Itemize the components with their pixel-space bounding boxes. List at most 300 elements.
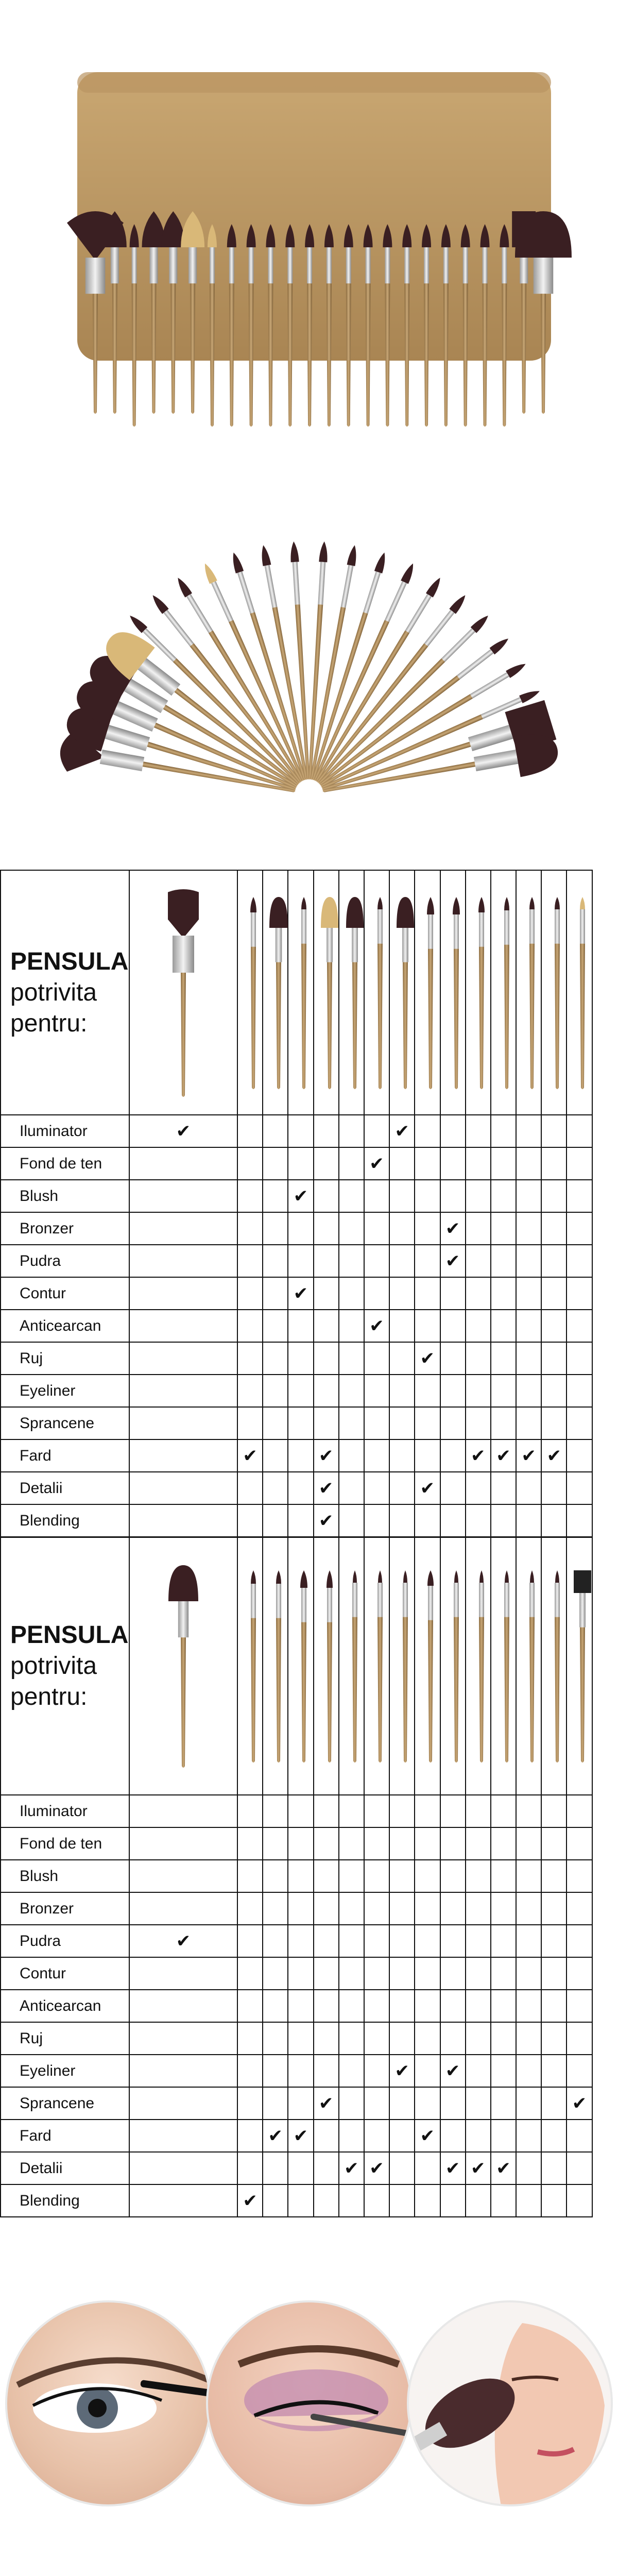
empty-cell <box>440 1472 466 1504</box>
brush-handle <box>502 283 507 427</box>
empty-cell <box>389 1342 415 1375</box>
brush-thumb <box>466 1537 491 1795</box>
empty-cell <box>440 1925 466 1957</box>
empty-cell <box>491 1310 516 1342</box>
empty-cell <box>440 1375 466 1407</box>
brush-ferrule <box>470 672 509 699</box>
empty-cell <box>237 1407 263 1439</box>
empty-cell <box>314 1180 339 1212</box>
brush-icon <box>567 895 598 1091</box>
brush-bristles <box>374 551 388 573</box>
empty-cell <box>541 2055 566 2087</box>
empty-cell <box>491 2022 516 2055</box>
empty-cell <box>566 2055 592 2087</box>
brush-bristles <box>403 1570 407 1583</box>
brush-bristles <box>378 1570 382 1583</box>
brush-ferrule <box>352 1583 357 1617</box>
empty-cell <box>339 1990 364 2022</box>
brush-handle <box>268 283 273 427</box>
empty-cell <box>491 1957 516 1990</box>
brush-bristles <box>321 897 338 928</box>
empty-cell <box>288 1407 313 1439</box>
brush-ferrule <box>441 628 475 662</box>
empty-cell <box>129 2022 237 2055</box>
empty-cell <box>314 1892 339 1925</box>
brush-handle <box>521 283 526 414</box>
brush-bristles <box>427 1570 434 1586</box>
empty-cell <box>314 1925 339 1957</box>
row-label: Anticearcan <box>1 1310 129 1342</box>
empty-cell <box>263 1892 288 1925</box>
empty-cell <box>516 1925 541 1957</box>
brush-handle <box>580 1628 585 1762</box>
brush-handle <box>377 943 383 1089</box>
empty-cell <box>389 1990 415 2022</box>
empty-cell <box>491 1990 516 2022</box>
brush-ferrule <box>188 247 197 283</box>
row-label: Blending <box>1 1504 129 1537</box>
empty-cell <box>415 1957 440 1990</box>
empty-cell <box>314 1212 339 1245</box>
empty-cell <box>491 1212 516 1245</box>
empty-cell <box>566 1925 592 1957</box>
checkmark-icon: ✔ <box>364 1147 389 1180</box>
row-label: Contur <box>1 1277 129 1310</box>
empty-cell <box>440 1180 466 1212</box>
empty-cell <box>491 2120 516 2152</box>
empty-cell <box>466 1115 491 1147</box>
empty-cell <box>440 1860 466 1892</box>
empty-cell <box>566 1827 592 1860</box>
empty-cell <box>389 1180 415 1212</box>
empty-cell <box>129 1957 237 1990</box>
empty-cell <box>263 2087 288 2120</box>
table-title: PENSULA potrivita pentru: <box>1 1537 129 1795</box>
empty-cell <box>339 1827 364 1860</box>
brush-thumb <box>491 1537 516 1795</box>
brush-ferrule <box>132 247 137 283</box>
table-row <box>1 1147 617 1180</box>
brush-ferrule <box>405 594 432 633</box>
brush-ferrule <box>377 1583 383 1617</box>
brush-handle <box>428 1620 433 1762</box>
brush-bristles <box>426 575 443 597</box>
empty-cell <box>364 1827 389 1860</box>
table-row <box>1 1115 617 1147</box>
empty-cell <box>541 2022 566 2055</box>
brush-thumb <box>364 870 389 1115</box>
brush-ferrule <box>210 247 215 283</box>
brush-thumb <box>440 870 466 1115</box>
empty-cell <box>314 2055 339 2087</box>
table-row <box>1 1504 617 1537</box>
brush-bristles <box>347 545 359 566</box>
empty-cell <box>129 1860 237 1892</box>
empty-cell <box>541 1277 566 1310</box>
brush-handle <box>287 283 293 427</box>
empty-cell <box>389 2184 415 2217</box>
empty-cell <box>440 1277 466 1310</box>
empty-cell <box>415 1504 440 1537</box>
empty-cell <box>389 1212 415 1245</box>
table-row <box>1 2120 617 2152</box>
empty-cell <box>516 1310 541 1342</box>
empty-cell <box>129 2055 237 2087</box>
brush-handle <box>352 1617 357 1762</box>
brush-handle <box>327 283 332 427</box>
brush-bristles <box>530 1570 534 1583</box>
empty-cell <box>314 2184 339 2217</box>
empty-cell <box>364 1375 389 1407</box>
brush-handle <box>112 283 117 414</box>
empty-cell <box>516 1245 541 1277</box>
table-row <box>1 1990 617 2022</box>
empty-cell <box>288 2152 313 2184</box>
checkmark-icon: ✔ <box>541 1439 566 1472</box>
checkmark-icon: ✔ <box>237 2184 263 2217</box>
brush-ferrule <box>276 928 282 962</box>
empty-cell <box>339 2184 364 2217</box>
empty-cell <box>364 1860 389 1892</box>
empty-cell <box>516 1277 541 1310</box>
empty-cell <box>541 1310 566 1342</box>
empty-cell <box>339 1342 364 1375</box>
empty-cell <box>566 1860 592 1892</box>
empty-cell <box>364 1212 389 1245</box>
empty-cell <box>129 1472 237 1504</box>
empty-cell <box>237 2022 263 2055</box>
brush-fan-icon <box>0 505 618 866</box>
empty-cell <box>541 1472 566 1504</box>
brush-ferrule <box>580 909 585 944</box>
brush-ferrule <box>463 247 468 283</box>
empty-cell <box>541 1375 566 1407</box>
empty-cell <box>129 2087 237 2120</box>
empty-cell <box>491 1925 516 1957</box>
brush-bristles <box>168 1565 198 1601</box>
brush-bristles <box>149 592 168 614</box>
brush-handle <box>251 1618 256 1762</box>
empty-cell <box>516 1504 541 1537</box>
checkmark-icon: ✔ <box>415 2120 440 2152</box>
empty-cell <box>237 1277 263 1310</box>
empty-cell <box>440 1407 466 1439</box>
empty-cell <box>263 1990 288 2022</box>
empty-cell <box>263 1342 288 1375</box>
brush-thumb <box>541 870 566 1115</box>
checkmark-icon: ✔ <box>389 2055 415 2087</box>
empty-cell <box>288 1310 313 1342</box>
empty-cell <box>440 1990 466 2022</box>
empty-cell <box>364 1472 389 1504</box>
brush-handle <box>403 1617 408 1762</box>
table-row <box>1 2022 617 2055</box>
empty-cell <box>440 1827 466 1860</box>
empty-cell <box>129 1795 237 1827</box>
brush-ferrule <box>178 1601 188 1637</box>
empty-cell <box>516 1827 541 1860</box>
brush-handle <box>181 1637 186 1768</box>
empty-cell <box>415 1892 440 1925</box>
empty-cell <box>466 1957 491 1990</box>
brush-handle <box>541 294 546 414</box>
checkmark-icon: ✔ <box>415 1342 440 1375</box>
brush-bristles <box>269 897 288 928</box>
empty-cell <box>516 1342 541 1375</box>
brush-handle <box>229 620 305 782</box>
brush-ferrule <box>403 1583 408 1617</box>
empty-cell <box>339 1892 364 1925</box>
brush-ferrule <box>318 562 325 605</box>
empty-cell <box>288 2022 313 2055</box>
empty-cell <box>314 1245 339 1277</box>
empty-cell <box>466 1277 491 1310</box>
empty-cell <box>364 1892 389 1925</box>
brush-ferrule <box>327 247 332 283</box>
empty-cell <box>516 1375 541 1407</box>
empty-cell <box>237 1892 263 1925</box>
brush-ferrule <box>251 912 256 947</box>
brush-ferrule <box>474 750 518 771</box>
brush-icon <box>567 1568 598 1764</box>
brush-ferrule <box>327 928 333 962</box>
brush-thumb <box>566 870 592 1115</box>
empty-cell <box>566 1957 592 1990</box>
checkmark-icon: ✔ <box>314 2087 339 2120</box>
empty-cell <box>339 1375 364 1407</box>
brush-ferrule <box>468 725 513 751</box>
empty-cell <box>314 2120 339 2152</box>
brush-handle <box>428 948 433 1089</box>
table-row <box>1 1795 617 1827</box>
empty-cell <box>516 2184 541 2217</box>
empty-cell <box>516 2087 541 2120</box>
empty-cell <box>440 1310 466 1342</box>
brush-ferrule <box>579 1593 586 1628</box>
empty-cell <box>339 1504 364 1537</box>
brush-ferrule <box>111 247 119 283</box>
empty-cell <box>566 1245 592 1277</box>
brush-ferrule <box>327 1588 332 1622</box>
brush-thumb <box>541 1537 566 1795</box>
empty-cell <box>415 2055 440 2087</box>
empty-cell <box>129 1439 237 1472</box>
brush-ferrule <box>424 610 454 647</box>
brush-handle <box>93 294 98 414</box>
brush-handle <box>210 283 215 427</box>
empty-cell <box>314 1827 339 1860</box>
row-label: Blush <box>1 1860 129 1892</box>
empty-cell <box>314 1277 339 1310</box>
empty-cell <box>491 1407 516 1439</box>
empty-cell <box>364 1990 389 2022</box>
empty-cell <box>440 2120 466 2152</box>
brush-ferrule <box>529 909 535 944</box>
empty-cell <box>314 1310 339 1342</box>
empty-cell <box>415 1795 440 1827</box>
empty-cell <box>364 1957 389 1990</box>
empty-cell <box>263 1407 288 1439</box>
empty-cell <box>364 1180 389 1212</box>
empty-cell <box>566 1147 592 1180</box>
brush-ferrule <box>454 1583 459 1617</box>
brush-handle <box>313 620 389 782</box>
empty-cell <box>314 1342 339 1375</box>
empty-cell <box>466 1990 491 2022</box>
empty-cell <box>415 1375 440 1407</box>
empty-cell <box>389 2152 415 2184</box>
empty-cell <box>466 1342 491 1375</box>
empty-cell <box>516 2055 541 2087</box>
empty-cell <box>440 1147 466 1180</box>
checkmark-icon: ✔ <box>339 2152 364 2184</box>
brush-ferrule <box>385 581 407 622</box>
brush-bristles <box>259 545 271 566</box>
checkmark-icon: ✔ <box>129 1115 237 1147</box>
empty-cell <box>516 1115 541 1147</box>
checkmark-icon: ✔ <box>364 1310 389 1342</box>
empty-cell <box>263 1115 288 1147</box>
empty-cell <box>541 1245 566 1277</box>
brush-bristles <box>276 1570 281 1584</box>
empty-cell <box>288 1212 313 1245</box>
brush-handle <box>346 283 351 427</box>
empty-cell <box>516 1180 541 1212</box>
brush-ferrule <box>265 565 278 608</box>
table-row <box>1 2055 617 2087</box>
product-photo-pouch <box>0 0 618 474</box>
table-header-row <box>1 1537 617 1795</box>
eyeshadow-icon <box>208 2302 412 2506</box>
empty-cell <box>440 1504 466 1537</box>
empty-cell <box>491 1375 516 1407</box>
empty-cell <box>129 1212 237 1245</box>
empty-cell <box>566 2120 592 2152</box>
empty-cell <box>440 1892 466 1925</box>
brush-ferrule <box>479 912 484 947</box>
empty-cell <box>263 1957 288 1990</box>
row-label: Blush <box>1 1180 129 1212</box>
brush-ferrule <box>293 562 300 605</box>
empty-cell <box>389 1375 415 1407</box>
brush-bristles <box>201 562 217 584</box>
brush-bristles <box>453 897 460 914</box>
empty-cell <box>541 1212 566 1245</box>
brush-handle <box>424 283 429 427</box>
empty-cell <box>491 1472 516 1504</box>
empty-cell <box>129 1827 237 1860</box>
brush-bristles <box>319 541 328 562</box>
brush-handle <box>181 973 186 1097</box>
brush-bristles <box>168 889 199 936</box>
row-label: Pudra <box>1 1925 129 1957</box>
empty-cell <box>339 1407 364 1439</box>
empty-cell <box>491 1115 516 1147</box>
brush-handle <box>366 283 371 427</box>
brush-ferrule <box>301 1588 306 1622</box>
checkmark-icon: ✔ <box>491 1439 516 1472</box>
empty-cell <box>314 1115 339 1147</box>
empty-cell <box>566 1472 592 1504</box>
empty-cell <box>288 1342 313 1375</box>
row-label: Fard <box>1 1439 129 1472</box>
brush-bristles <box>449 592 468 614</box>
brush-ferrule <box>352 928 358 962</box>
eyeshadow-photo <box>206 2300 412 2506</box>
empty-cell <box>541 1147 566 1180</box>
empty-cell <box>129 2152 237 2184</box>
empty-cell <box>314 1957 339 1990</box>
empty-cell <box>314 2022 339 2055</box>
usage-photos <box>0 2300 618 2517</box>
brush-handle <box>463 283 468 427</box>
empty-cell <box>314 1147 339 1180</box>
empty-cell <box>566 2022 592 2055</box>
empty-cell <box>314 1990 339 2022</box>
brush-handle <box>251 946 256 1089</box>
empty-cell <box>541 1990 566 2022</box>
empty-cell <box>541 1504 566 1537</box>
empty-cell <box>491 1795 516 1827</box>
row-label: Sprancene <box>1 2087 129 2120</box>
empty-cell <box>466 1795 491 1827</box>
empty-cell <box>339 1795 364 1827</box>
brush-pouch-icon <box>0 0 618 474</box>
empty-cell <box>466 2120 491 2152</box>
brush-handle <box>170 283 176 414</box>
brush-ferrule <box>307 247 312 283</box>
brush-ferrule <box>502 247 507 283</box>
empty-cell <box>263 1472 288 1504</box>
brush-handle <box>403 962 408 1089</box>
brush-handle <box>454 1617 459 1762</box>
empty-cell <box>288 1827 313 1860</box>
brush-thumb <box>566 1537 592 1795</box>
empty-cell <box>288 1795 313 1827</box>
brush-bristles <box>506 660 528 678</box>
brush-bristles <box>230 551 244 573</box>
empty-cell <box>516 1860 541 1892</box>
brush-bristles <box>401 562 417 584</box>
empty-cell <box>566 1180 592 1212</box>
empty-cell <box>415 2184 440 2217</box>
empty-cell <box>263 1860 288 1892</box>
empty-cell <box>237 2120 263 2152</box>
empty-cell <box>339 1180 364 1212</box>
empty-cell <box>516 1472 541 1504</box>
brush-ferrule <box>504 1583 509 1617</box>
brush-bristles <box>397 897 414 928</box>
brush-row-icon <box>0 2545 618 2576</box>
brush-handle <box>479 1617 484 1762</box>
empty-cell <box>466 2022 491 2055</box>
brush-handle <box>327 1622 332 1762</box>
empty-cell <box>263 1504 288 1537</box>
brush-thumb <box>415 870 440 1115</box>
brush-handle <box>301 943 306 1089</box>
empty-cell <box>389 1925 415 1957</box>
empty-cell <box>129 1180 237 1212</box>
brush-thumb <box>129 870 237 1115</box>
empty-cell <box>263 2055 288 2087</box>
empty-cell <box>541 1115 566 1147</box>
checkmark-icon: ✔ <box>237 1439 263 1472</box>
empty-cell <box>314 1795 339 1827</box>
brush-ferrule <box>173 936 194 973</box>
row-label: Pudra <box>1 1245 129 1277</box>
checkmark-icon: ✔ <box>263 2120 288 2152</box>
empty-cell <box>339 1310 364 1342</box>
